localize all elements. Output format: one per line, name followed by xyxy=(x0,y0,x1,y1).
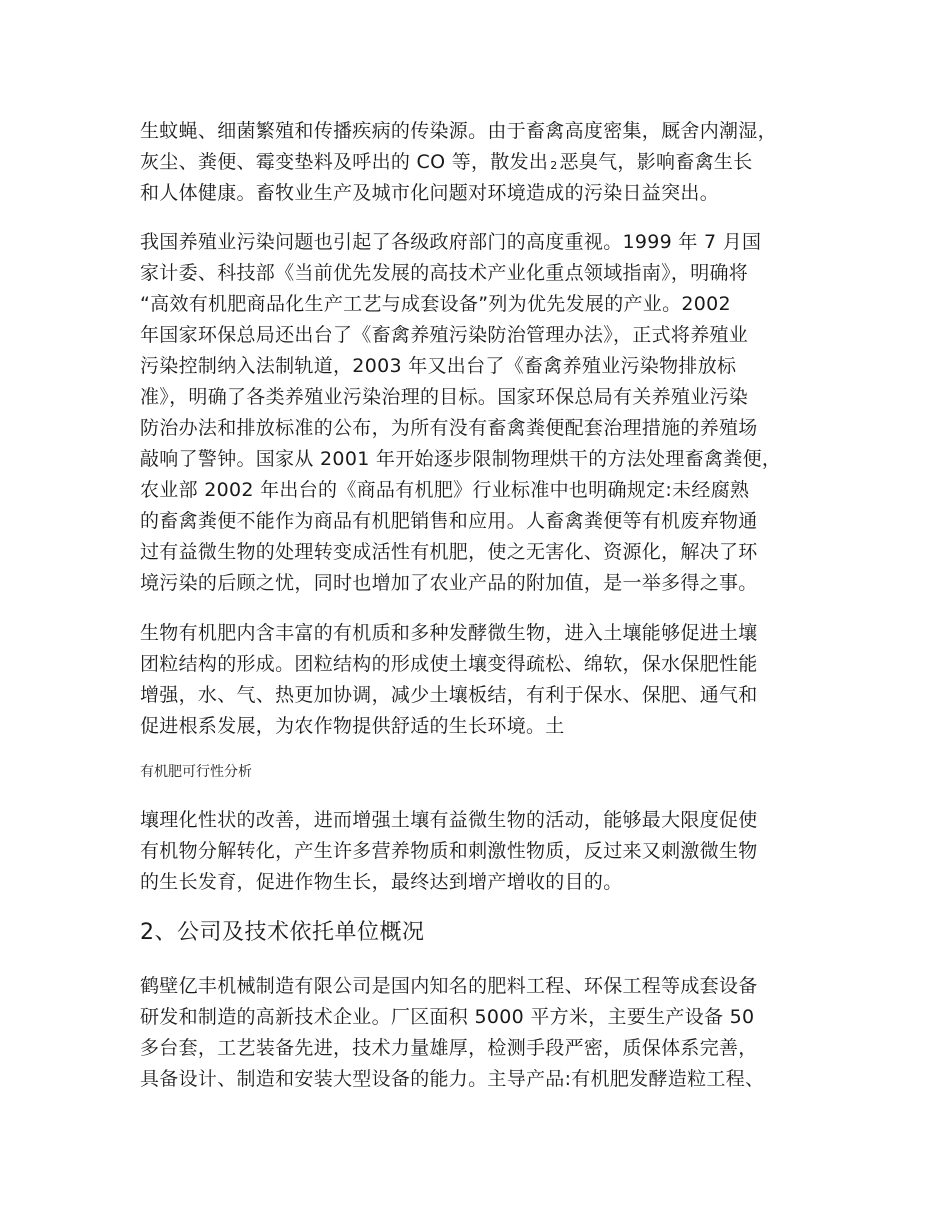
text-line: 团粒结构的形成。团粒结构的形成使土壤变得疏松、绵软，保水保肥性能 xyxy=(140,653,758,675)
text-line: 具备设计、制造和安装大型设备的能力。主导产品:有机肥发酵造粒工程、 xyxy=(140,1068,765,1090)
text-line: 我国养殖业污染问题也引起了各级政府部门的高度重视。1999 年 7 月国 xyxy=(140,231,762,253)
text-line: 污染控制纳入法制轨道，2003 年又出台了《畜禽养殖业污染物排放标 xyxy=(140,355,737,377)
text-line: 年国家环保总局还出台了《畜禽养殖污染防治管理办法》，正式将养殖业 xyxy=(140,324,749,346)
text-line: 生物有机肥内含丰富的有机质和多种发酵微生物，进入土壤能够促进土壤 xyxy=(140,622,758,644)
text-line: 壤理化性状的改善，进而增强土壤有益微生物的活动，能够最大限度促使 xyxy=(140,809,758,831)
text-line: 生蚊蝇、细菌繁殖和传播疾病的传染源。由于畜禽高度密集，厩舍内潮湿， xyxy=(140,120,777,142)
text-line: 家计委、科技部《当前优先发展的高技术产业化重点领域指南》，明确将 xyxy=(140,262,749,284)
text-segment: 灰尘、粪便、霉变垫料及呼出的 CO 等，散发出 xyxy=(140,151,549,173)
text-line: 和人体健康。畜牧业生产及城市化问题对环境造成的污染日益突出。 xyxy=(140,182,720,204)
text-line: 准》，明确了各类养殖业污染治理的目标。国家环保总局有关养殖业污染 xyxy=(140,386,749,408)
text-line xyxy=(140,148,753,179)
text-line: 促进根系发展，为农作物提供舒适的生长环境。土 xyxy=(140,715,565,737)
text-line: 敲响了警钟。国家从 2001 年开始逐步限制物理烘干的方法处理畜禽粪便， xyxy=(140,448,782,470)
subscript: 2 xyxy=(550,159,558,172)
text-line: 的畜禽粪便不能作为商品有机肥销售和应用。人畜禽粪便等有机废弃物通 xyxy=(140,510,758,532)
text-line: 农业部 2002 年出台的《商品有机肥》行业标准中也明确规定:未经腐熟 xyxy=(140,479,750,501)
text-line: 多台套，工艺装备先进，技术力量雄厚，检测手段严密，质保体系完善， xyxy=(140,1037,758,1059)
page-header: 有机肥可行性分析 xyxy=(140,764,252,780)
text-line: 增强，水、气、热更加协调，减少土壤板结，有利于保水、保肥、通气和 xyxy=(140,684,758,706)
section-heading: 2、公司及技术依托单位概况 xyxy=(140,920,425,945)
text-segment: 恶臭气，影响畜禽生长 xyxy=(559,151,753,173)
text-line: “高效有机肥商品化生产工艺与成套设备”列为优先发展的产业。2002 xyxy=(140,293,731,315)
text-line: 防治办法和排放标准的公布，为所有没有畜禽粪便配套治理措施的养殖场 xyxy=(140,417,758,439)
text-line: 的生长发育，促进作物生长，最终达到增产增收的目的。 xyxy=(140,871,623,893)
text-line: 过有益微生物的处理转变成活性有机肥，使之无害化、资源化，解决了环 xyxy=(140,541,758,563)
text-line: 有机物分解转化，产生许多营养物质和刺激性物质，反过来又刺激微生物 xyxy=(140,840,758,862)
text-line: 鹤壁亿丰机械制造有限公司是国内知名的肥料工程、环保工程等成套设备 xyxy=(140,975,758,997)
text-line: 境污染的后顾之忧，同时也增加了农业产品的附加值，是一举多得之事。 xyxy=(140,572,758,594)
text-line: 研发和制造的高新技术企业。厂区面积 5000 平方米，主要生产设备 50 xyxy=(140,1006,755,1028)
